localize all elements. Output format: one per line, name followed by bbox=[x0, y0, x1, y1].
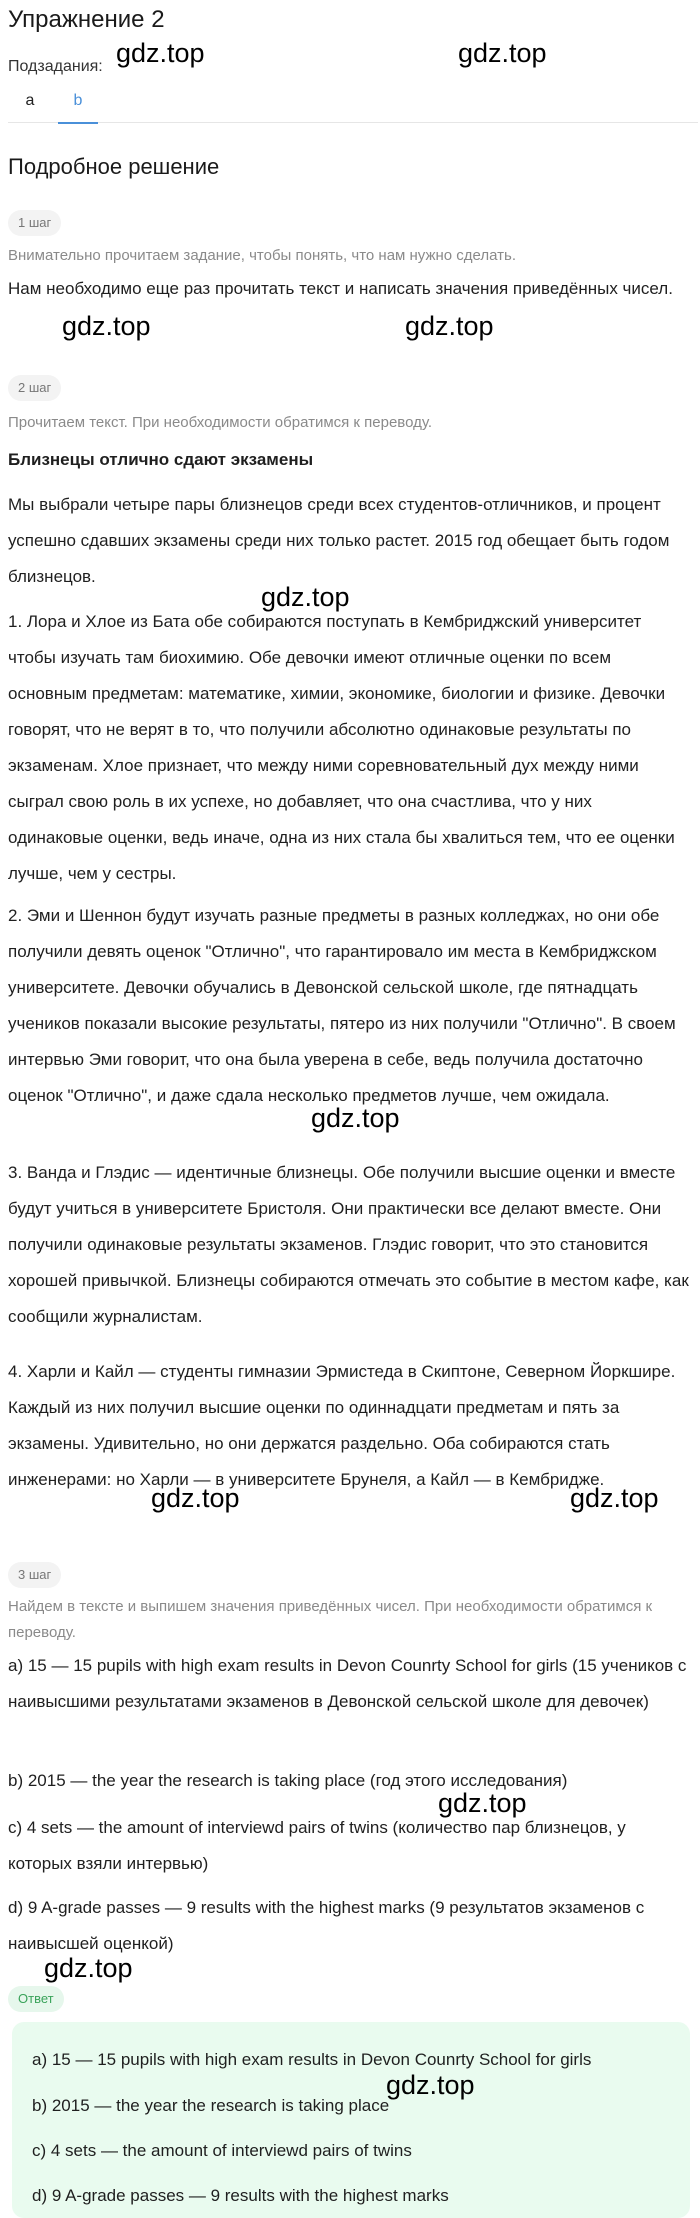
answer-item-c: c) 4 sets — the amount of interviewd pairs of twins bbox=[32, 2141, 412, 2160]
step-2-badge: 2 шаг bbox=[8, 375, 61, 401]
step-2-heading: Близнецы отлично сдают экзамены bbox=[8, 450, 314, 469]
step-1-text: Нам необходимо еще раз прочитать текст и написать значения приведённых чисел. bbox=[8, 279, 673, 298]
step-3-item-b: b) 2015 — the year the research is taking place (год этого исследования) bbox=[8, 1771, 568, 1790]
subtask-tabs bbox=[8, 86, 698, 123]
step-1-badge: 1 шаг bbox=[8, 210, 61, 236]
step-2-hint: Прочитаем текст. При необходимости обратимся к переводу. bbox=[8, 414, 433, 431]
watermark: gdz.top bbox=[44, 1953, 133, 1983]
step-2-paragraph-intro: Мы выбрали четыре пары близнецов среди всех студентов-отличников, и процент успешно сдавших экзамены среди них только растет. 2015 год обещает быть годом близнецов. bbox=[8, 495, 670, 586]
step-3-item-d: d) 9 A-grade passes — 9 results with the highest marks (9 результатов экзаменов с наивысшей оценкой) bbox=[8, 1898, 645, 1953]
watermark: gdz.top bbox=[386, 2070, 475, 2100]
answer-badge: Ответ bbox=[8, 1986, 64, 2012]
answer-item-d: d) 9 A-grade passes — 9 results with the highest marks bbox=[32, 2186, 449, 2205]
watermark: gdz.top bbox=[116, 38, 205, 68]
step-2-paragraph-1: 1. Лора и Хлое из Бата обе собираются поступать в Кембриджский университет чтобы изучать там биохимию. Обе девочки имеют отличные оценки по всем основным предметам: математике, химии, экономике, биологии и физике. Девочки говорят, что не верят в то, что получили абсолютно одинаковые результаты по экзаменам. Хлое признает, что между ними соревновательный дух между ними сыграл свою роль в их успехе, но добавляет, что она счастлива, что у них одинаковые оценки, ведь иначе, одна из них стала бы хвалиться тем, что ее оценки лучше, чем у сестры. bbox=[8, 612, 675, 883]
watermark: gdz.top bbox=[311, 1103, 400, 1133]
solution-title: Подробное решение bbox=[8, 154, 220, 179]
step-3-hint: Найдем в тексте и выпишем значения приведённых чисел. При необходимости обратимся к переводу. bbox=[8, 1598, 653, 1641]
watermark: gdz.top bbox=[438, 1788, 527, 1818]
subtasks-label: Подзадания: bbox=[8, 58, 103, 75]
tab-a[interactable]: a bbox=[25, 92, 35, 109]
step-3-item-a: a) 15 — 15 pupils with high exam results in Devon Counrty School for girls (15 учеников с наивысшими результатами экзаменов в Девонской сельской школе для девочек) bbox=[8, 1656, 687, 1711]
step-3-badge: 3 шаг bbox=[8, 1562, 61, 1588]
watermark: gdz.top bbox=[151, 1483, 240, 1513]
page-title: Упражнение 2 bbox=[8, 6, 165, 33]
tab-b[interactable]: b bbox=[58, 86, 98, 124]
step-2-paragraph-4: 4. Харли и Кайл — студенты гимназии Эрмистеда в Скиптоне, Северном Йоркшире. Каждый из них получил высшие оценки по одиннадцати предметам и пять за экзамены. Удивительно, но они держатся раздельно. Оба собираются стать инженерами: но Харли — в университете Брунеля, а Кайл — в Кембридже. bbox=[8, 1362, 676, 1489]
watermark: gdz.top bbox=[405, 311, 494, 341]
answer-box bbox=[12, 2022, 690, 2218]
watermark: gdz.top bbox=[570, 1483, 659, 1513]
watermark: gdz.top bbox=[62, 311, 151, 341]
step-1-hint: Внимательно прочитаем задание, чтобы понять, что нам нужно сделать. bbox=[8, 247, 517, 264]
step-2-paragraph-3: 3. Ванда и Глэдис — идентичные близнецы. Обе получили высшие оценки и вместе будут учиться в университете Бристоля. Они практически все делают вместе. Они получили одинаковые результаты экзаменов. Глэдис говорит, что это становится хорошей привычкой. Близнецы собираются отмечать это событие в местом кафе, как сообщили журналистам. bbox=[8, 1163, 689, 1326]
watermark: gdz.top bbox=[458, 38, 547, 68]
answer-item-a: a) 15 — 15 pupils with high exam results in Devon Counrty School for girls bbox=[32, 2050, 592, 2069]
answer-item-b: b) 2015 — the year the research is taking place bbox=[32, 2096, 390, 2115]
step-2-paragraph-2: 2. Эми и Шеннон будут изучать разные предметы в разных колледжах, но они обе получили девять оценок "Отлично", что гарантировало им места в Кембриджском университете. Девочки обучались в Девонской сельской школе, где пятнадцать учеников показали высокие результаты, пятеро из них получили "Отлично". В своем интервью Эми говорит, что она была уверена в себе, ведь получила достаточно оценок "Отлично", и даже сдала несколько предметов лучше, чем ожидала. bbox=[8, 906, 676, 1105]
watermark: gdz.top bbox=[261, 582, 350, 612]
step-3-item-c: c) 4 sets — the amount of interviewd pairs of twins (количество пар близнецов, у которых взяли интервью) bbox=[8, 1818, 626, 1873]
